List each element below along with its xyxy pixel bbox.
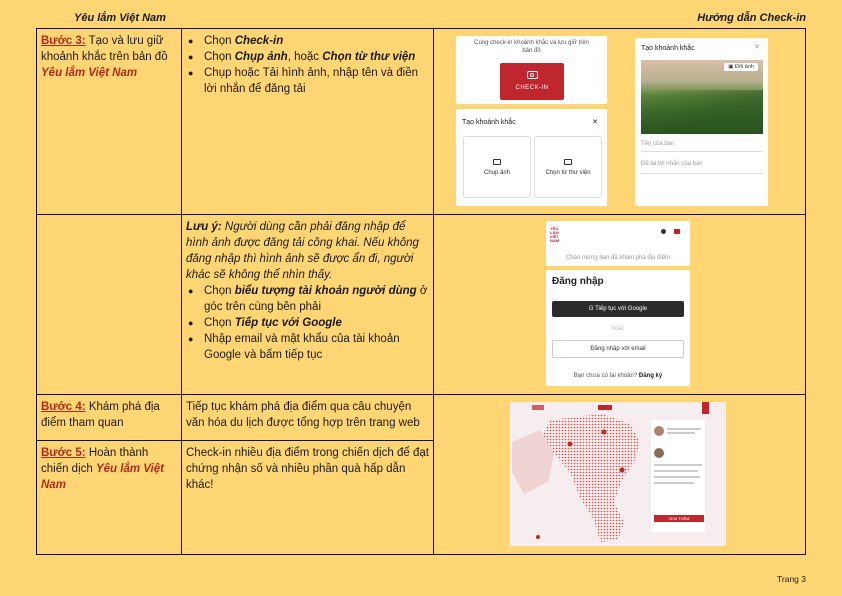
location-panel <box>650 419 706 533</box>
see-more-button[interactable]: XEM THÊM <box>654 515 704 522</box>
choose-library-option[interactable]: Chọn từ thư viện <box>534 136 602 198</box>
take-photo-option[interactable]: Chụp ảnh <box>463 136 531 198</box>
login-header-screenshot <box>546 221 690 266</box>
step4-label: Bước 4: <box>41 401 86 413</box>
step3-campaign: Yêu lắm Việt Nam <box>41 67 138 79</box>
header-left: Yêu lắm Việt Nam <box>74 12 166 24</box>
checkin-button[interactable] <box>500 63 564 100</box>
step5-text: Hoàn thành chiến dịch <box>41 447 149 475</box>
camera-icon <box>527 71 538 79</box>
signup-prompt: Bạn chưa có tài khoản? Đăng ký <box>573 373 663 379</box>
list-item: ● Chọn biểu tượng tài khoản người dùng ở góc trên cùng bên phải <box>186 283 429 315</box>
note-cell <box>182 215 434 395</box>
email-login-button[interactable]: Đăng nhập với email <box>552 340 684 358</box>
map-pin <box>602 430 607 435</box>
login-note: Lưu ý: Người dùng cần phải đăng nhập để hình ảnh được đăng tải công khai. Nếu không đăng nhập thì hình ảnh sẽ được ẩn đi, người khác sẽ không thể nhìn thấy. <box>186 221 419 281</box>
google-login-button[interactable]: G Tiếp tục với Google <box>552 301 684 317</box>
page-number: Trang 3 <box>777 574 806 584</box>
close-icon[interactable]: ✕ <box>754 44 760 51</box>
login-screenshot <box>546 270 690 386</box>
step5-desc: Check-in nhiều địa điểm trong chiến dịch để đạt chứng nhận số và nhiều phần quà hấp dẫn khác! <box>182 441 434 555</box>
list-item: ● Chọn Check-in <box>186 33 429 49</box>
close-icon[interactable]: ✕ <box>592 119 598 126</box>
map-screenshot <box>510 402 726 546</box>
header-right: Hướng dẫn Check-in <box>697 12 806 24</box>
step4-desc: Tiếp tục khám phá địa điểm qua câu chuyện văn hóa du lịch được tổng hợp trên trang web <box>182 395 434 441</box>
step5-campaign: Yêu lắm Việt Nam <box>41 463 164 491</box>
landscape-photo <box>641 60 763 134</box>
list-item: ● Chọn Tiếp tục với Google <box>186 315 429 331</box>
signup-link[interactable]: Đăng ký <box>638 373 663 379</box>
image-icon <box>564 159 572 165</box>
moment-preview-screenshot <box>635 38 768 206</box>
list-item: ● Chụp hoặc Tải hình ảnh, nhập tên và điền lời nhắn để đăng tải <box>186 65 429 97</box>
bookmark-tab[interactable] <box>702 402 709 414</box>
note-label: Lưu ý: <box>186 221 222 233</box>
login-title: Đăng nhập <box>552 276 604 287</box>
message-input[interactable]: Để lại lời nhắn của bạn <box>641 160 763 174</box>
step4-text: Khám phá địa điểm tham quan <box>41 401 160 429</box>
list-item: ● Chọn Chụp ảnh, hoặc Chọn từ thư viện <box>186 49 429 65</box>
preview-title: Tạo khoảnh khắc <box>641 45 695 52</box>
checkin-screenshot <box>456 36 607 104</box>
step3-text: Tạo và lưu giữ khoảnh khắc trên bản đồ <box>41 35 168 63</box>
user-account-icon[interactable] <box>661 229 666 234</box>
google-icon: G <box>588 306 596 312</box>
checkin-prompt-text: Cùng check-in khoảnh khắc và lưu giữ trên bản đồ <box>474 40 589 54</box>
create-moment-screenshot <box>456 109 607 206</box>
note-spacer-cell <box>37 215 182 395</box>
welcome-text: Chào mừng bạn đã khám phá địa điểm <box>565 255 671 261</box>
step5-cell <box>37 441 182 555</box>
name-input[interactable]: Tên của bạn <box>641 140 763 152</box>
map-pin <box>536 535 540 539</box>
checkin-button-label: CHECK-IN <box>515 85 549 91</box>
or-divider: hoặc <box>611 326 625 332</box>
step3-instructions <box>182 29 434 215</box>
brand-logo: YÊU LẮM VIỆT NAM <box>550 226 560 243</box>
create-moment-title: Tạo khoảnh khắc <box>462 119 516 126</box>
step5-label: Bước 5: <box>41 447 86 459</box>
list-item: ● Nhập email và mật khẩu của tài khoản Google và bấm tiếp tục <box>186 331 429 363</box>
change-photo-button[interactable]: ▣ Đổi ảnh <box>724 63 758 71</box>
flag-icon <box>674 229 680 234</box>
step3-cell <box>37 29 182 215</box>
map-pin <box>568 442 573 447</box>
step4-cell <box>37 395 182 441</box>
camera-icon <box>493 159 501 165</box>
map-pin <box>620 468 625 473</box>
image-icon: ▣ <box>728 64 736 70</box>
step3-label: Bước 3: <box>41 35 86 47</box>
